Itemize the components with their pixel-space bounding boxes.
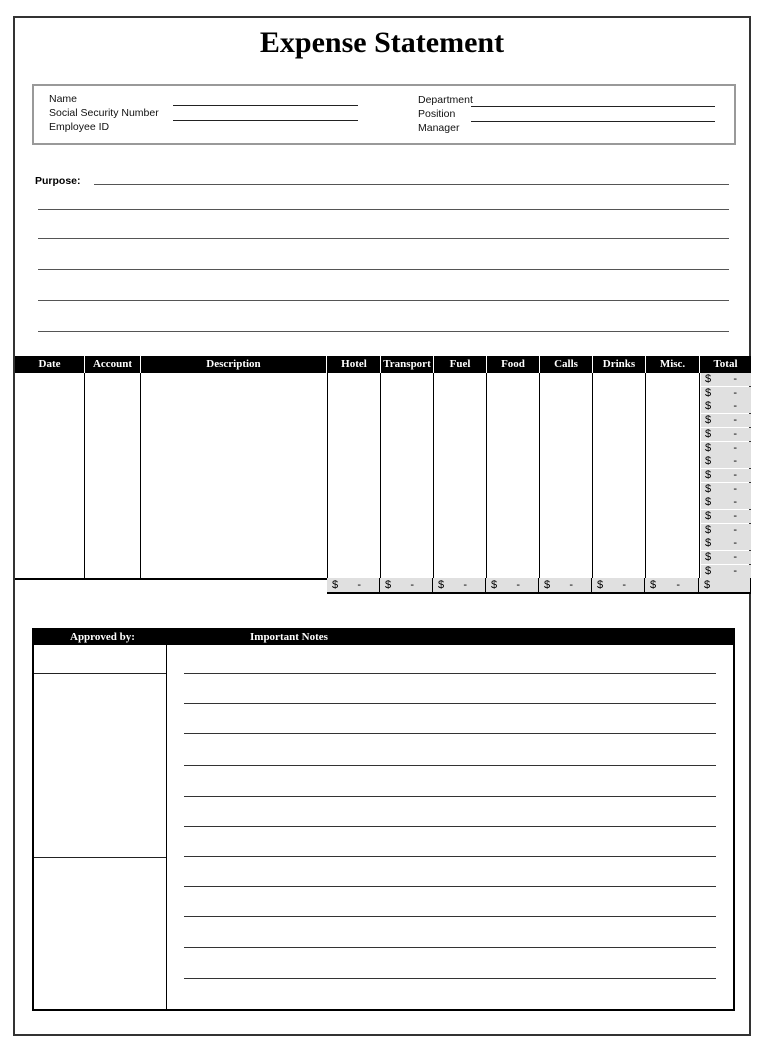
total-cell[interactable]: [701, 442, 751, 455]
currency-symbol: $: [544, 579, 551, 591]
header-total: Total: [700, 356, 751, 373]
currency-symbol: $: [597, 579, 604, 591]
summary-cell[interactable]: [592, 578, 645, 592]
total-value: -: [733, 482, 737, 495]
note-line[interactable]: [184, 733, 716, 734]
total-value: -: [733, 551, 737, 564]
header-description: Description: [141, 356, 326, 373]
approval-notes-box: [32, 628, 735, 1011]
currency-symbol: $: [705, 537, 712, 550]
name-field[interactable]: [173, 105, 358, 106]
note-line[interactable]: [184, 947, 716, 948]
total-cell[interactable]: [701, 428, 751, 441]
total-value: -: [733, 441, 737, 454]
purpose-label: Purpose:: [35, 175, 81, 187]
total-value: -: [733, 510, 737, 522]
summary-bottom-border: [327, 592, 751, 594]
total-value: -: [733, 373, 737, 385]
currency-symbol: $: [438, 579, 445, 591]
currency-symbol: $: [705, 427, 712, 440]
column-divider: [645, 373, 646, 578]
total-value: -: [733, 455, 737, 468]
total-value: -: [733, 523, 737, 536]
note-line[interactable]: [184, 916, 716, 917]
total-cell[interactable]: [701, 496, 751, 509]
manager-label: Manager: [418, 122, 460, 134]
total-cell[interactable]: [701, 551, 751, 564]
ssn-label: Social Security Number: [49, 107, 159, 119]
total-value: -: [733, 564, 737, 577]
note-line[interactable]: [184, 765, 716, 766]
note-line[interactable]: [184, 703, 716, 704]
ssn-field[interactable]: [173, 120, 358, 121]
total-value: -: [733, 400, 737, 413]
note-line[interactable]: [184, 826, 716, 827]
column-divider: [699, 373, 700, 592]
purpose-line[interactable]: [38, 209, 729, 210]
currency-symbol: $: [705, 564, 712, 577]
total-value: -: [733, 427, 737, 440]
total-cell[interactable]: [701, 387, 751, 400]
total-value: -: [733, 386, 737, 399]
header-transport: Transport: [381, 356, 433, 373]
header-hotel: Hotel: [328, 356, 380, 373]
header-fuel: Fuel: [434, 356, 486, 373]
summary-cell[interactable]: [539, 578, 592, 592]
purpose-line[interactable]: [38, 238, 729, 239]
currency-symbol: $: [705, 468, 712, 481]
currency-symbol: $: [705, 373, 712, 385]
summary-value: -: [516, 579, 520, 591]
expense-statement-page: [13, 16, 751, 1036]
currency-symbol: $: [332, 579, 339, 591]
total-value: -: [733, 468, 737, 481]
total-cell[interactable]: [701, 483, 751, 496]
header-food: Food: [487, 356, 539, 373]
column-divider: [539, 373, 540, 578]
currency-symbol: $: [705, 551, 712, 564]
note-line[interactable]: [184, 978, 716, 979]
summary-cell[interactable]: [645, 578, 699, 592]
total-cell[interactable]: [701, 455, 751, 468]
approval-signature-line[interactable]: [34, 673, 166, 674]
currency-symbol: $: [705, 386, 712, 399]
purpose-line[interactable]: [38, 300, 729, 301]
header-drinks: Drinks: [593, 356, 645, 373]
summary-value: -: [463, 579, 467, 591]
total-cell[interactable]: [701, 565, 751, 578]
currency-symbol: $: [705, 510, 712, 522]
approval-signature-line[interactable]: [34, 857, 166, 858]
note-line[interactable]: [184, 886, 716, 887]
total-cell[interactable]: [701, 469, 751, 482]
header-calls: Calls: [540, 356, 592, 373]
note-line[interactable]: [184, 796, 716, 797]
approval-divider: [166, 645, 167, 1011]
name-label: Name: [49, 93, 78, 105]
summary-cell[interactable]: [380, 578, 433, 592]
employee-info-box: [32, 84, 736, 145]
header-misc: Misc.: [646, 356, 699, 373]
department-label: Department: [418, 94, 473, 106]
header-date: Date: [15, 356, 84, 373]
column-divider: [592, 373, 593, 578]
currency-symbol: $: [705, 455, 712, 468]
summary-value: -: [357, 579, 361, 591]
total-cell[interactable]: [701, 373, 751, 386]
total-value: -: [733, 414, 737, 427]
column-divider: [327, 356, 328, 592]
column-divider: [140, 373, 141, 578]
currency-symbol: $: [704, 579, 711, 591]
currency-symbol: $: [385, 579, 392, 591]
employee-id-label: Employee ID: [49, 121, 110, 133]
summary-cell[interactable]: [486, 578, 539, 592]
summary-value: -: [410, 579, 414, 591]
page-title: Expense Statement: [259, 26, 505, 59]
purpose-line[interactable]: [94, 184, 729, 185]
total-cell[interactable]: [701, 524, 751, 537]
total-value: -: [733, 496, 737, 509]
currency-symbol: $: [705, 523, 712, 536]
important-notes-label: Important Notes: [250, 631, 328, 643]
currency-symbol: $: [705, 441, 712, 454]
currency-symbol: $: [705, 496, 712, 509]
column-divider: [380, 373, 381, 578]
total-cell[interactable]: [701, 537, 751, 550]
currency-symbol: $: [650, 579, 657, 591]
note-line[interactable]: [184, 673, 716, 674]
column-divider: [84, 373, 85, 578]
summary-value: -: [569, 579, 573, 591]
purpose-line[interactable]: [38, 269, 729, 270]
position-label: Position: [418, 108, 456, 120]
approval-header-bar: [34, 630, 733, 645]
total-cell[interactable]: [701, 414, 751, 427]
summary-cell[interactable]: [433, 578, 486, 592]
currency-symbol: $: [705, 400, 712, 413]
currency-symbol: $: [705, 414, 712, 427]
header-account: Account: [85, 356, 140, 373]
summary-value: -: [676, 579, 680, 591]
purpose-line[interactable]: [38, 331, 729, 332]
column-divider: [486, 373, 487, 578]
department-field[interactable]: [471, 106, 715, 107]
total-cell[interactable]: [701, 510, 751, 523]
total-cell[interactable]: [701, 400, 751, 413]
summary-cell[interactable]: [327, 578, 380, 592]
column-divider: [433, 373, 434, 578]
summary-value: -: [622, 579, 626, 591]
position-field[interactable]: [471, 121, 715, 122]
currency-symbol: $: [705, 482, 712, 495]
approved-by-label: Approved by:: [70, 631, 135, 643]
currency-symbol: $: [491, 579, 498, 591]
total-value: -: [733, 537, 737, 550]
note-line[interactable]: [184, 856, 716, 857]
summary-cell[interactable]: [699, 578, 751, 592]
